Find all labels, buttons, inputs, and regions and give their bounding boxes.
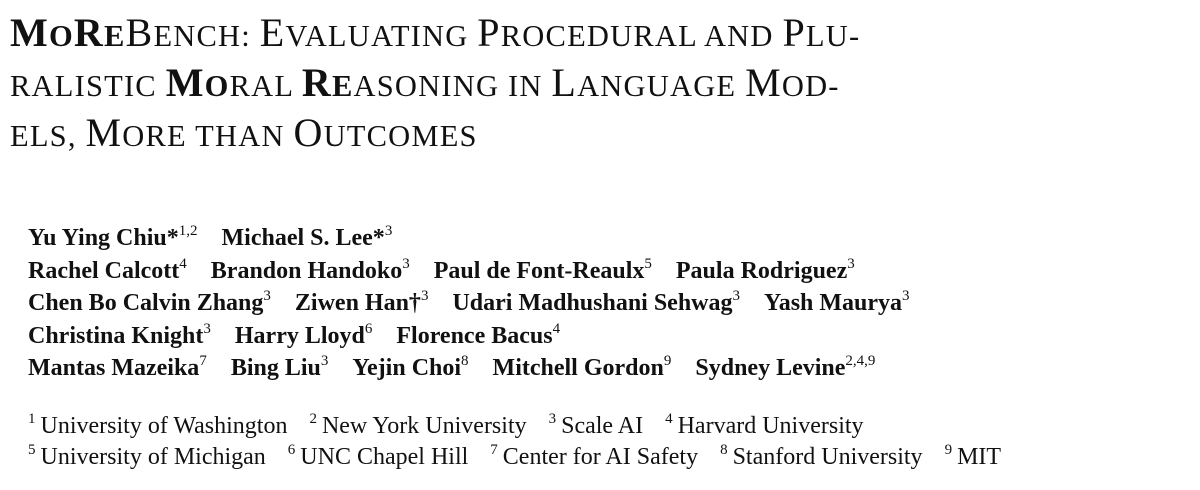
affiliation-name: Stanford University [732,444,923,470]
author [493,355,672,381]
author-name: Paula Rodriguez [675,257,848,284]
author [231,355,329,381]
title-run: ASONING IN LANGUAGE MOD- [353,60,840,105]
affiliation-name: University of Washington [40,413,288,439]
author-name: Brandon Handoko [210,257,403,284]
author-name: Yash Maurya [764,290,903,316]
affiliation [665,413,863,439]
author-affiliation-marker: 3 [402,255,410,272]
author-affiliation-marker: 3 [847,255,855,272]
affiliation-name: Scale AI [561,413,644,439]
author-affiliation-marker: 3 [203,320,211,337]
author-affiliation-marker: 6 [364,320,373,337]
affiliation-name: Center for AI Safety [502,444,699,470]
author-name: Harry Lloyd [234,322,365,349]
affiliation-number: 4 [665,411,673,427]
title-run: RE [301,60,354,105]
author-name: Chen Bo Calvin Zhang [28,290,264,316]
author [234,320,373,349]
author-affiliation-marker: 3 [263,288,271,304]
affiliation [549,413,643,439]
affiliation-name: UNC Chapel Hill [300,444,469,470]
author-affiliation-marker: 4 [179,255,187,272]
title-run: MO [165,60,230,105]
affiliation-list [28,411,1198,473]
author-affiliation-marker: 3 [732,288,741,304]
author-row [28,287,1188,320]
author-affiliation-marker: 3 [902,288,910,304]
author-list [28,222,1188,385]
author [695,355,875,381]
author-affiliation-marker: 2,4,9 [845,353,876,369]
author-affiliation-marker: 4 [552,320,561,337]
author-affiliation-marker: 7 [199,353,207,369]
author-affiliation-marker: 8 [461,353,469,369]
title-run: ELS, MORE THAN OUTCOMES [10,110,478,155]
affiliation-name: Harvard University [677,413,864,439]
title-run: RALISTIC [10,69,166,103]
author-row [28,320,1188,353]
author-name: Michael S. Lee* [221,225,385,251]
author [28,225,198,251]
author-name: Rachel Calcott [28,257,180,284]
title-line [10,8,1195,58]
author-affiliation-marker: 3 [320,353,329,369]
author [352,355,468,381]
author [675,255,855,284]
author-affiliation-marker: 9 [663,353,672,369]
affiliation [28,444,266,470]
author-row [28,222,1188,255]
affiliation [490,444,698,470]
title-line [10,58,1195,108]
affiliation-number: 6 [287,442,296,458]
author-affiliation-marker: 3 [420,288,429,304]
affiliation [28,413,287,439]
author-name: Christina Knight [28,322,204,349]
author [764,290,910,316]
title-run: BENCH: EVALUATING PROCEDURAL AND PLU- [125,10,861,55]
author-affiliation-marker: 3 [384,223,393,239]
affiliation-name: University of Michigan [40,444,266,470]
affiliation-row [28,442,1198,473]
affiliation-number: 7 [490,442,498,458]
affiliation-number: 9 [944,442,953,458]
title-run: RAL [229,69,302,103]
title-run: RE [73,10,126,55]
affiliation [288,444,469,470]
author [222,225,393,251]
paper-title [10,0,1195,158]
author-row [28,352,1188,385]
author [452,290,740,316]
author [396,320,561,349]
affiliation [309,413,526,439]
author-name: Udari Madhushani Sehwag [452,290,733,316]
author-name: Florence Bacus [396,322,553,349]
author-name: Yejin Choi [352,355,462,381]
author-name: Bing Liu [230,355,321,381]
affiliation-name: New York University [321,413,527,439]
author-name: Mitchell Gordon [492,355,664,381]
title-line [10,108,1195,158]
affiliation-name: MIT [957,444,1002,470]
author [28,290,271,316]
author-affiliation-marker: 1,2 [178,223,198,239]
author-name: Yu Ying Chiu* [28,225,179,251]
title-run: MO [10,10,74,55]
affiliation-number: 2 [309,411,317,427]
author [28,255,187,284]
author-row [28,255,1188,288]
author-affiliation-marker: 5 [644,255,652,272]
affiliation [945,444,1002,470]
author-name: Ziwen Han† [294,290,421,316]
author [28,320,211,349]
author [28,355,207,381]
author-name: Sydney Levine [695,355,846,381]
author [433,255,652,284]
affiliation-number: 5 [28,442,36,458]
affiliation [720,444,922,470]
author-name: Paul de Font-Reaulx [433,257,645,284]
affiliation-number: 1 [28,411,36,427]
author [295,290,429,316]
author [210,255,410,284]
affiliation-number: 3 [548,411,557,427]
author-name: Mantas Mazeika [28,355,200,381]
affiliation-number: 8 [720,442,728,458]
affiliation-row [28,411,1198,442]
